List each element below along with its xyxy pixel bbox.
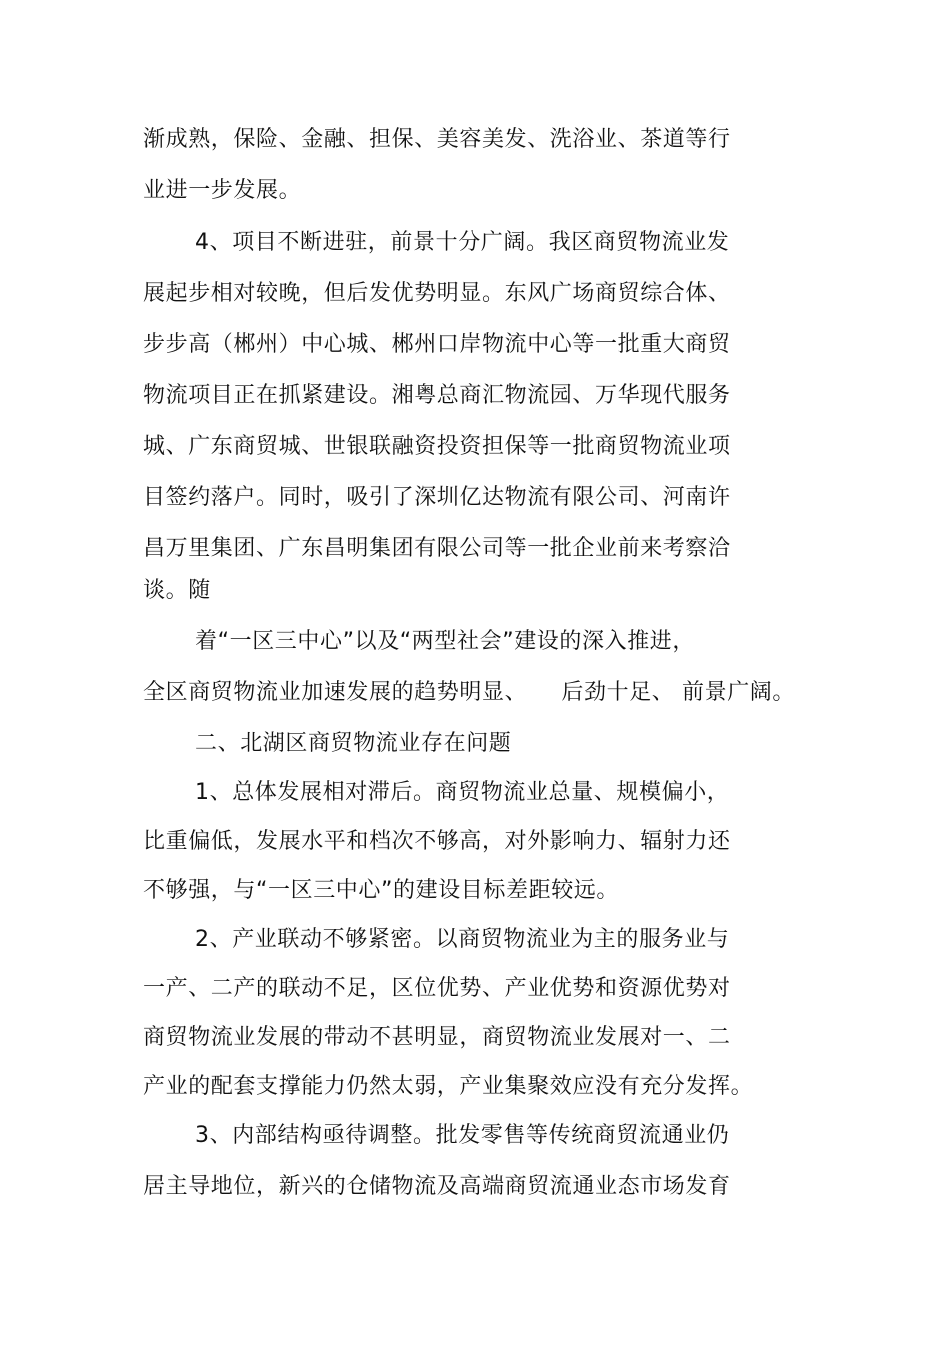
text-line-8: 目签约落户。同时，吸引了深圳亿达物流有限公司、河南许	[143, 485, 731, 510]
text-line-19: 商贸物流业发展的带动不甚明显，商贸物流业发展对一、二	[143, 1025, 731, 1050]
text-line-4: 展起步相对较晚，但后发优势明显。东风广场商贸综合体、	[143, 281, 731, 306]
text-line-1: 渐成熟，保险、金融、担保、美容美发、洗浴业、茶道等行	[143, 127, 731, 152]
text-line-14: 1、总体发展相对滞后。商贸物流业总量、规模偏小，	[195, 780, 730, 805]
text-line-2: 业进一步发展。	[143, 178, 302, 203]
text-line-12: 全区商贸物流业加速发展的趋势明显、 后劲十足、 前景广阔。	[143, 680, 795, 705]
text-line-9: 昌万里集团、广东昌明集团有限公司等一批企业前来考察洽	[143, 536, 731, 561]
text-line-6: 物流项目正在抓紧建设。湘粤总商汇物流园、万华现代服务	[143, 383, 731, 408]
text-line-16: 不够强，与“一区三中心”的建设目标差距较远。	[143, 878, 619, 903]
text-line-11: 着“一区三中心”以及“两型社会”建设的深入推进，	[195, 629, 695, 654]
text-line-18: 一产、二产的联动不足，区位优势、产业优势和资源优势对	[143, 976, 731, 1001]
text-line-5: 步步高（郴州）中心城、郴州口岸物流中心等一批重大商贸	[143, 332, 731, 357]
text-line-10: 谈。随	[143, 578, 211, 603]
text-line-15: 比重偏低，发展水平和档次不够高，对外影响力、辐射力还	[143, 829, 731, 854]
text-line-21: 3、内部结构亟待调整。批发零售等传统商贸流通业仍	[195, 1123, 730, 1148]
section-heading: 二、北湖区商贸物流业存在问题	[195, 731, 512, 756]
text-line-7: 城、广东商贸城、世银联融资投资担保等一批商贸物流业项	[143, 434, 731, 459]
text-line-17: 2、产业联动不够紧密。以商贸物流业为主的服务业与	[195, 927, 730, 952]
text-line-3: 4、项目不断进驻，前景十分广阔。我区商贸物流业发	[195, 230, 730, 255]
text-line-22: 居主导地位，新兴的仓储物流及高端商贸流通业态市场发育	[143, 1174, 731, 1199]
text-line-20: 产业的配套支撑能力仍然太弱，产业集聚效应没有充分发挥。	[143, 1074, 754, 1099]
